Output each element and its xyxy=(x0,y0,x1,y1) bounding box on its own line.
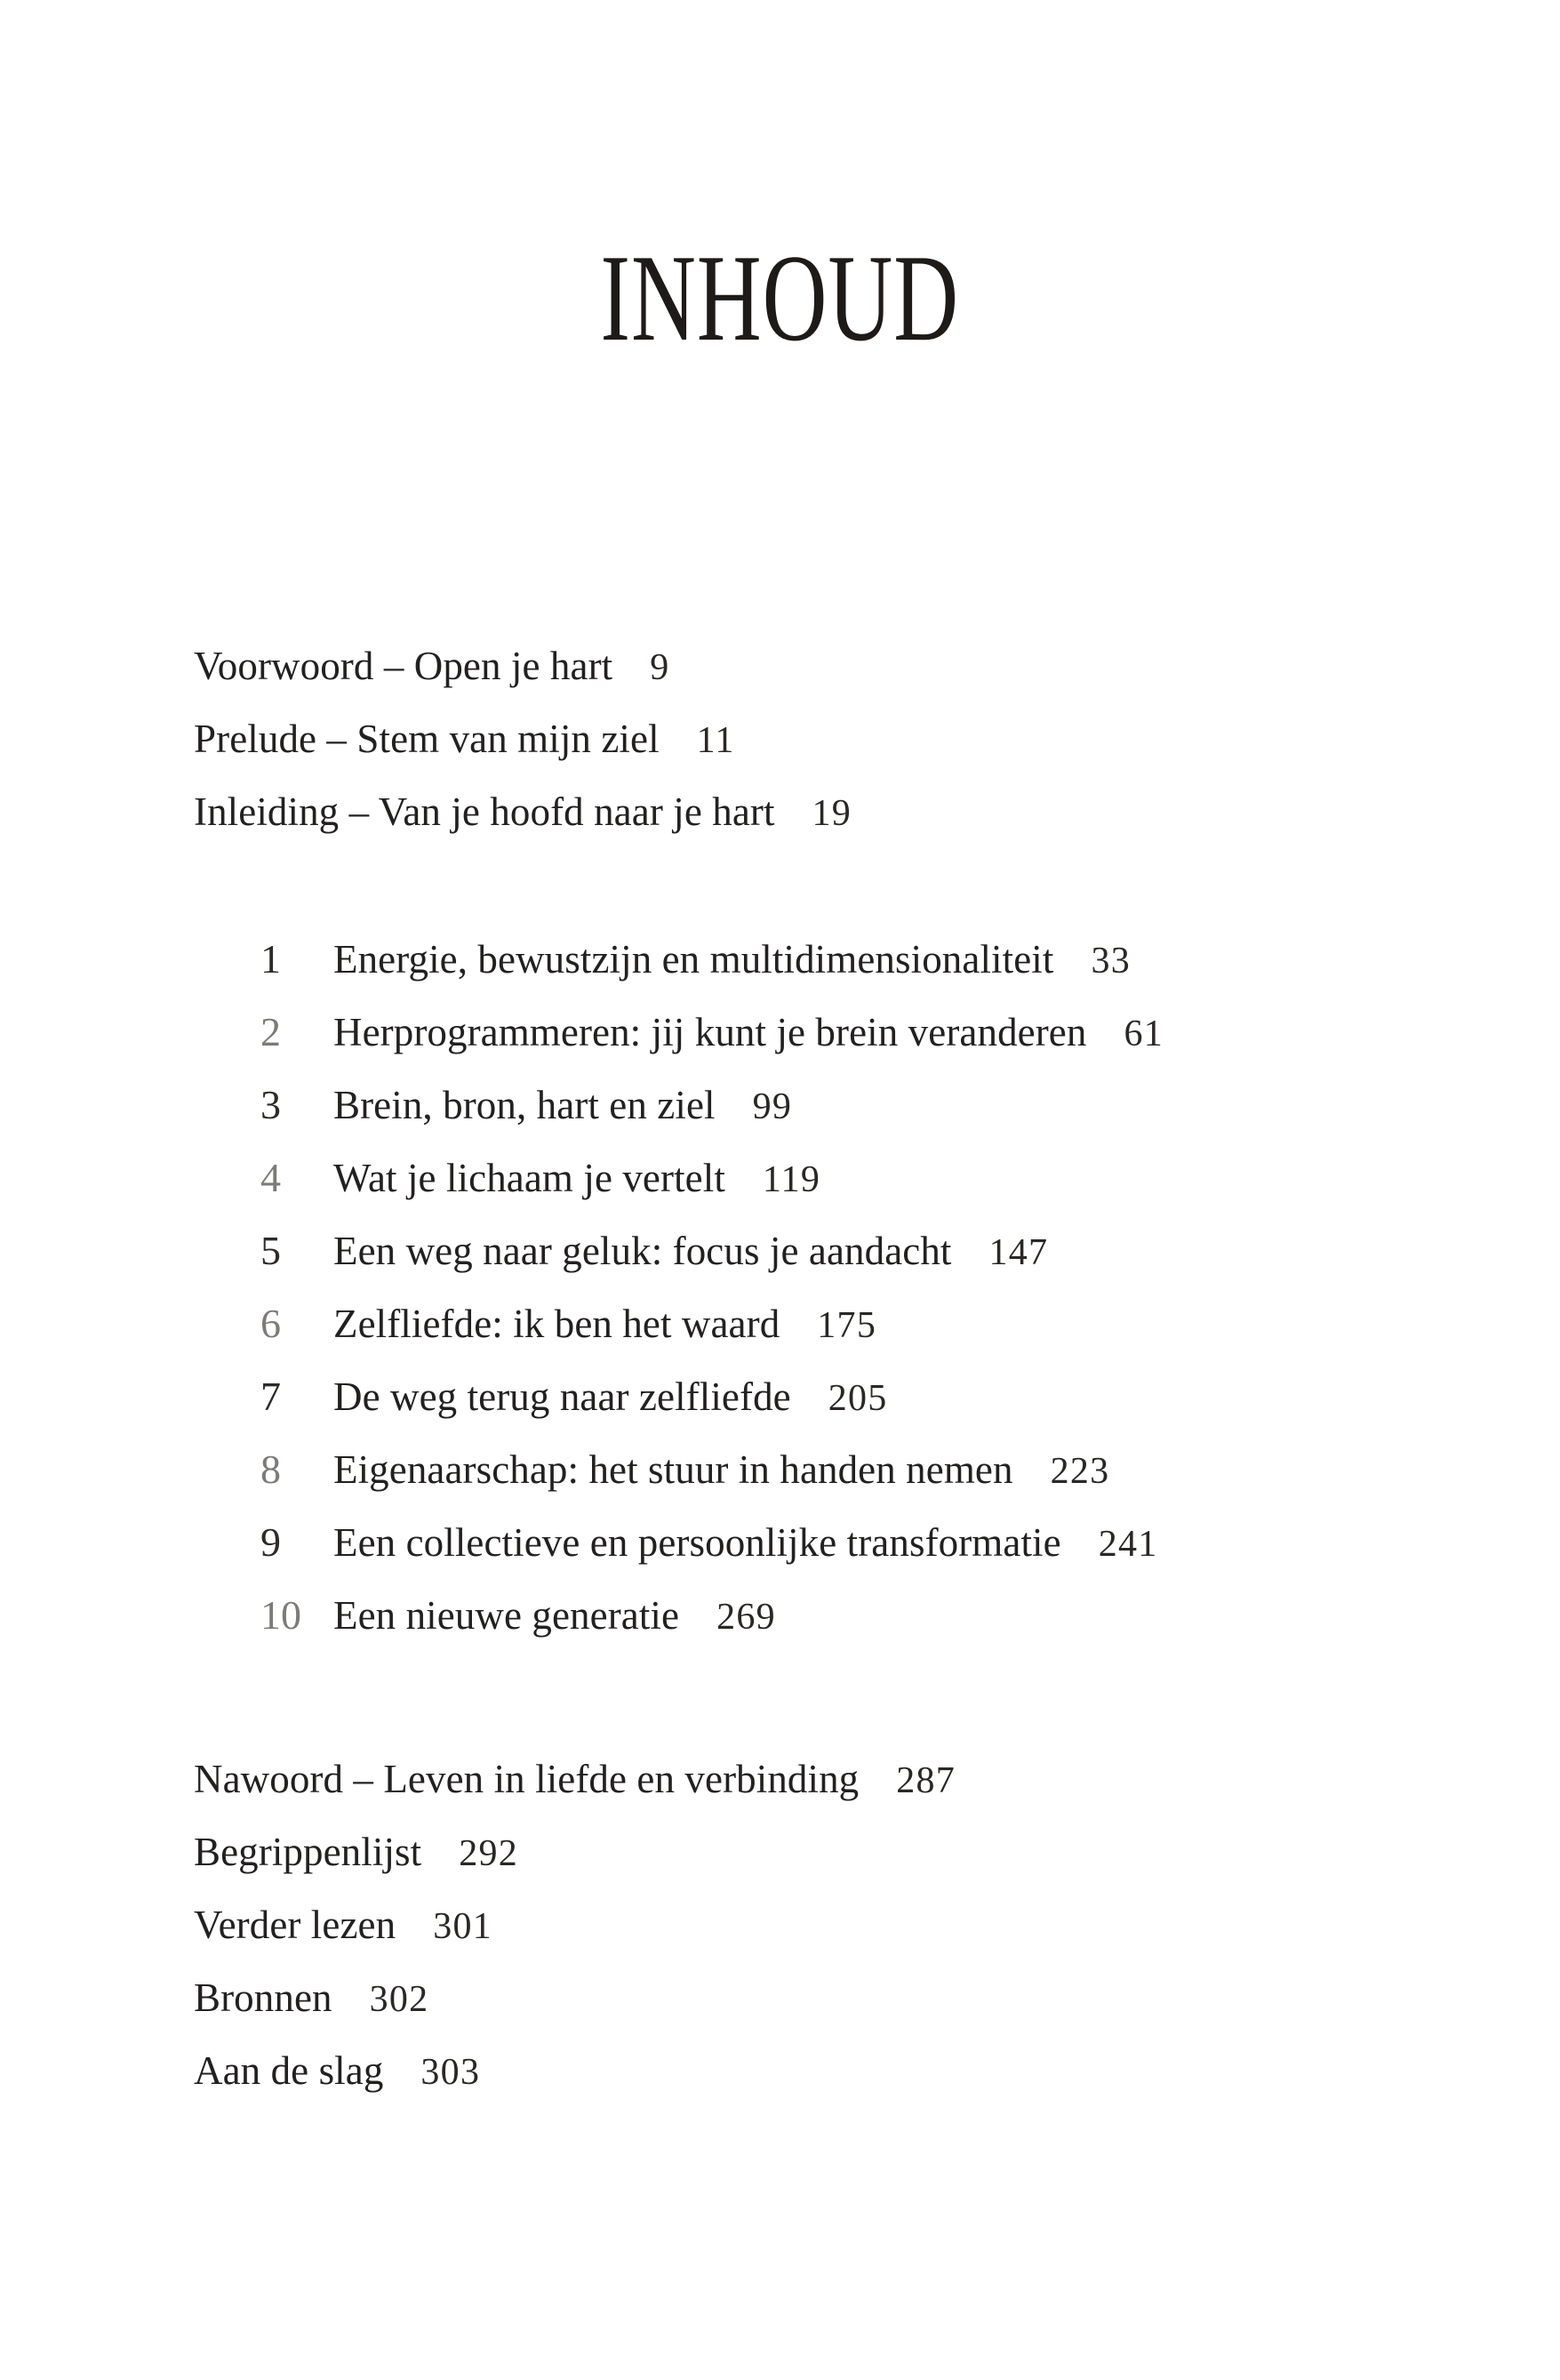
chapter-number: 1 xyxy=(260,936,281,982)
chapter-entry xyxy=(260,1214,1164,1287)
chapter-number: 3 xyxy=(260,1082,281,1127)
back-matter-list xyxy=(194,1743,956,2107)
chapter-number: 9 xyxy=(260,1519,281,1565)
chapter-title: Wat je lichaam je vertelt xyxy=(333,1156,725,1200)
chapter-title: Herprogrammeren: jij kunt je brein veranderen xyxy=(333,1010,1087,1054)
chapter-number: 2 xyxy=(260,1009,281,1054)
entry-page-number: 61 xyxy=(1124,1014,1164,1054)
chapter-number: 5 xyxy=(260,1228,281,1273)
chapter-entry xyxy=(260,1142,1164,1214)
chapter-number: 7 xyxy=(260,1374,281,1419)
front-matter-list xyxy=(194,629,852,848)
entry-label: Bronnen xyxy=(194,1975,332,2020)
chapter-entry xyxy=(260,923,1164,996)
toc-entry xyxy=(194,775,852,848)
entry-page-number: 302 xyxy=(369,1979,429,2020)
entry-label: Aan de slag xyxy=(194,2048,384,2093)
entry-page-number: 19 xyxy=(812,793,852,834)
entry-page-number: 287 xyxy=(896,1760,956,1801)
entry-page-number: 269 xyxy=(716,1597,776,1638)
toc-entry xyxy=(194,1743,956,1815)
toc-entry xyxy=(194,2034,956,2107)
chapter-title: Een collectieve en persoonlijke transformatie xyxy=(333,1520,1061,1565)
chapter-title: Brein, bron, hart en ziel xyxy=(333,1083,716,1127)
entry-page-number: 301 xyxy=(433,1906,492,1947)
page-title xyxy=(0,229,1560,367)
toc-entry xyxy=(194,702,852,775)
entry-page-number: 303 xyxy=(420,2052,481,2093)
entry-page-number: 11 xyxy=(696,720,735,761)
chapter-number: 10 xyxy=(260,1592,301,1638)
chapter-entry xyxy=(260,1069,1164,1142)
chapter-entry xyxy=(260,1433,1164,1506)
toc-entry xyxy=(194,629,852,702)
chapter-title: Een weg naar geluk: focus je aandacht xyxy=(333,1229,952,1273)
entry-label: Nawoord – Leven in liefde en verbinding xyxy=(194,1757,860,1801)
chapter-entry xyxy=(260,1506,1164,1579)
toc-entry xyxy=(194,1888,956,1961)
chapter-title: Een nieuwe generatie xyxy=(333,1593,680,1638)
entry-page-number: 147 xyxy=(988,1232,1049,1273)
toc-entry xyxy=(194,1961,956,2034)
chapter-title: Eigenaarschap: het stuur in handen nemen xyxy=(333,1447,1013,1492)
entry-page-number: 119 xyxy=(762,1159,821,1200)
chapter-list xyxy=(260,923,1164,1652)
entry-page-number: 205 xyxy=(828,1378,888,1419)
chapter-title: Zelfliefde: ik ben het waard xyxy=(333,1302,780,1346)
entry-page-number: 175 xyxy=(817,1305,877,1346)
chapter-entry xyxy=(260,1579,1164,1652)
chapter-number: 8 xyxy=(260,1446,281,1492)
chapter-entry xyxy=(260,1287,1164,1360)
toc-entry xyxy=(194,1815,956,1888)
chapter-entry xyxy=(260,996,1164,1069)
entry-label: Voorwoord – Open je hart xyxy=(194,644,613,688)
page-title-text: INHOUD xyxy=(600,229,960,367)
entry-page-number: 292 xyxy=(459,1833,519,1874)
chapter-number: 4 xyxy=(260,1155,281,1200)
entry-label: Prelude – Stem van mijn ziel xyxy=(194,717,660,761)
entry-page-number: 33 xyxy=(1091,941,1131,982)
entry-page-number: 241 xyxy=(1098,1524,1158,1565)
entry-label: Begrippenlijst xyxy=(194,1830,422,1874)
entry-page-number: 9 xyxy=(650,647,670,688)
entry-label: Verder lezen xyxy=(194,1903,396,1947)
entry-page-number: 99 xyxy=(752,1086,793,1127)
chapter-number: 6 xyxy=(260,1301,281,1346)
chapter-title: Energie, bewustzijn en multidimensionaliteit xyxy=(333,937,1054,982)
entry-page-number: 223 xyxy=(1050,1451,1110,1492)
entry-label: Inleiding – Van je hoofd naar je hart xyxy=(194,789,775,834)
chapter-entry xyxy=(260,1360,1164,1433)
chapter-title: De weg terug naar zelfliefde xyxy=(333,1374,791,1419)
